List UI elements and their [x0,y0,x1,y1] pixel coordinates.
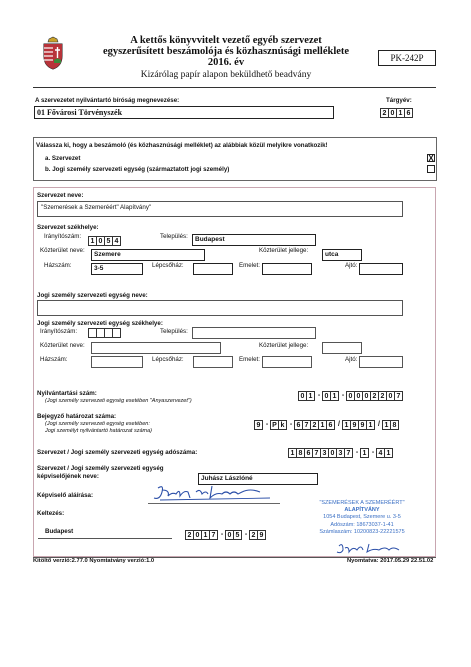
unit-city-field[interactable] [192,327,316,339]
decision-label: Bejegyző határozat száma: [37,413,117,420]
org-name-label: Szervezet neve: [37,192,84,199]
unit-zip-digit [112,328,121,338]
city-label: Település: [160,233,188,240]
zip-label: Irányítószám: [44,233,82,240]
registry-digit: 0 [386,391,395,401]
tax-digit: 1 [288,448,297,458]
house-label: Házszám: [44,262,72,269]
rep-name-field[interactable]: Juhász Lászlóné [198,473,318,485]
street-type-field[interactable]: utca [322,249,362,261]
stair-label: Lépcsőház: [152,262,184,269]
unit-floor-field[interactable] [262,356,312,368]
registry-digit: 0 [362,391,371,401]
registry-digit: 1 [306,391,315,401]
decision-separator: - [289,421,293,428]
date-label: Keltezés: [37,510,65,517]
stamp-line-4: Adószám: 18673037-1-41 [330,521,394,528]
tax-separator: - [355,449,359,456]
date-digit: 0 [193,530,202,540]
tax-digit: 8 [296,448,305,458]
decision-char: 7 [302,420,311,430]
registry-note: (Jogi személy szervezeti egység esetében "Anyaszervezet") [45,398,192,404]
unit-street-label: Közterület neve: [40,342,85,349]
tax-digit: 7 [344,448,353,458]
registry-digit: 2 [378,391,387,401]
unit-stair-field[interactable] [193,356,233,368]
year-digit: 2 [380,108,389,118]
year-digit: 6 [404,108,413,118]
decision-char: 1 [366,420,375,430]
street-label: Közterület neve: [40,247,85,254]
form-subtitle: Kizárólag papír alapon beküldhető beadvány [140,70,312,80]
choice-question: Válassza ki, hogy a beszámoló (és közhasznúsági melléklet) az alábbiak közül melyikre vonatkozik! [36,142,328,149]
footer-version: Kitöltő verzió:2.77.0 Nyomtatvány verzió:1.0 [33,558,155,564]
unit-seat-label: Jogi személy szervezeti egység székhelye: [37,320,163,327]
registry-digit: 0 [346,391,355,401]
tax-separator: - [371,449,375,456]
zip-cells [89,236,121,246]
registry-separator: - [341,392,345,399]
tax-digit: 1 [360,448,369,458]
year-cells [381,108,413,118]
date-digit: 2 [185,530,194,540]
date-separator: - [244,531,248,538]
stamp-line-1: "SZEMERÉSEK A SZEMERÉÉRT" [319,500,405,506]
floor-label: Emelet: [239,262,260,269]
decision-char: k [278,420,287,430]
tax-digit: 1 [384,448,393,458]
representative-signature [150,480,280,504]
footer-printed: Nyomtatva: 2017.05.29 22.51.02 [347,558,434,564]
unit-house-field[interactable] [91,356,143,368]
registry-digit: 2 [370,391,379,401]
decision-separator: / [378,421,380,428]
stair-field[interactable] [193,263,233,275]
decision-char: 1 [382,420,391,430]
header-divider [33,87,436,88]
org-seat-label: Szervezet székhelye: [37,224,99,231]
registry-cells [299,391,403,401]
court-value: 01 Fővárosi Törvényszék [34,106,334,119]
unit-name-field[interactable] [37,300,403,316]
tax-digit: 7 [312,448,321,458]
form-title-line-3: 2016. év [207,57,245,68]
decision-char: 6 [326,420,335,430]
date-digit: 5 [233,530,242,540]
door-field[interactable] [359,263,403,275]
date-digit: 9 [257,530,266,540]
zip-digit: 4 [112,236,121,246]
registry-digit: 0 [354,391,363,401]
decision-char: 2 [310,420,319,430]
decision-char: 8 [390,420,399,430]
tax-cells [289,448,393,458]
tax-digit: 3 [320,448,329,458]
option-b-checkbox[interactable] [427,165,435,173]
form-code: PK-242P [378,50,436,66]
court-label: A szervezetet nyilvántartó bíróság megnevezése: [35,97,180,104]
door-label: Ajtó: [345,262,358,269]
registry-separator: - [317,392,321,399]
coat-of-arms-icon [40,36,66,70]
rep-label-1: Szervezet / Jogi személy szervezeti egység [37,465,164,472]
decision-char: 1 [342,420,351,430]
stamp-signature [335,540,415,556]
decision-separator: - [265,421,269,428]
unit-city-label: Település: [160,328,188,335]
decision-separator: / [338,421,340,428]
date-digit: 7 [209,530,218,540]
place-line [38,538,172,539]
year-digit: 0 [388,108,397,118]
stamp-line-2: ALAPÍTVÁNY [344,507,380,514]
unit-door-label: Ajtó: [345,356,358,363]
unit-street-type-label: Közterület jellege: [259,342,309,349]
form-title-line-2: egyszerűsített beszámolója és közhasznúsági melléklete [102,46,350,57]
year-digit: 1 [396,108,405,118]
date-digit: 1 [201,530,210,540]
stamp-line-5: Számlaszám: 10200823-22221575 [319,528,405,535]
date-place: Budapest [45,528,74,535]
tax-digit: 6 [304,448,313,458]
option-b-label: b. Jogi személy szervezeti egység (származtatott jogi személy) [45,166,230,173]
street-type-label: Közterület jellege: [259,247,309,254]
signature-label: Képviselő aláírása: [37,492,94,499]
unit-street-field[interactable] [91,342,221,354]
decision-char: 9 [358,420,367,430]
registry-digit: 7 [394,391,403,401]
decision-char: 6 [294,420,303,430]
decision-char: 9 [350,420,359,430]
option-a-label: a. Szervezet [45,155,81,162]
decision-note-2: Jogi személyt nyilvántartó határozat száma) [45,428,152,434]
registry-digit: 0 [298,391,307,401]
tax-digit: 0 [328,448,337,458]
unit-stair-label: Lépcsőház: [152,356,184,363]
tax-label: Szervezet / Jogi személy szervezeti egység adószáma: [37,449,198,456]
rep-label-2: képviselőjének neve: [37,473,99,480]
registry-label: Nyilvántartási szám: [37,390,97,397]
unit-zip-label: Irányítószám: [40,328,78,335]
unit-house-label: Házszám: [40,356,68,363]
registry-digit: 1 [330,391,339,401]
unit-street-type-field[interactable] [322,342,362,354]
date-digit: 0 [225,530,234,540]
unit-floor-label: Emelet: [239,356,260,363]
unit-zip-cells [89,328,121,338]
unit-door-field[interactable] [359,356,403,368]
option-a-checkbox[interactable]: X [428,154,434,163]
street-field[interactable]: Szemere [91,249,205,261]
tax-digit: 4 [376,448,385,458]
decision-char: 9 [254,420,263,430]
date-separator: - [220,531,224,538]
date-digit: 2 [249,530,258,540]
signature-line [148,503,280,504]
decision-note-1: (Jogi személy szervezeti egység esetében: [45,421,150,427]
zip-digit: 5 [104,236,113,246]
registry-digit: 0 [322,391,331,401]
tax-digit: 3 [336,448,345,458]
unit-name-label: Jogi személy szervezeti egység neve: [37,292,148,299]
date-cells [186,530,266,540]
decision-cells [255,420,399,430]
floor-field[interactable] [262,263,312,275]
year-label: Tárgyév: [386,97,412,104]
org-name-field[interactable]: "Szemerések a Szemeréért" Alapítvány" [37,201,403,217]
house-field[interactable]: 3-5 [91,263,143,275]
zip-digit: 0 [96,236,105,246]
stamp-line-3: 1054 Budapest, Szemere u. 3-5 [323,514,401,521]
zip-digit: 1 [88,236,97,246]
form-title-line-1: A kettős könyvvitelt vezető egyéb szervezet [130,35,322,46]
decision-char: P [270,420,279,430]
city-field[interactable]: Budapest [192,234,316,246]
decision-char: 1 [318,420,327,430]
